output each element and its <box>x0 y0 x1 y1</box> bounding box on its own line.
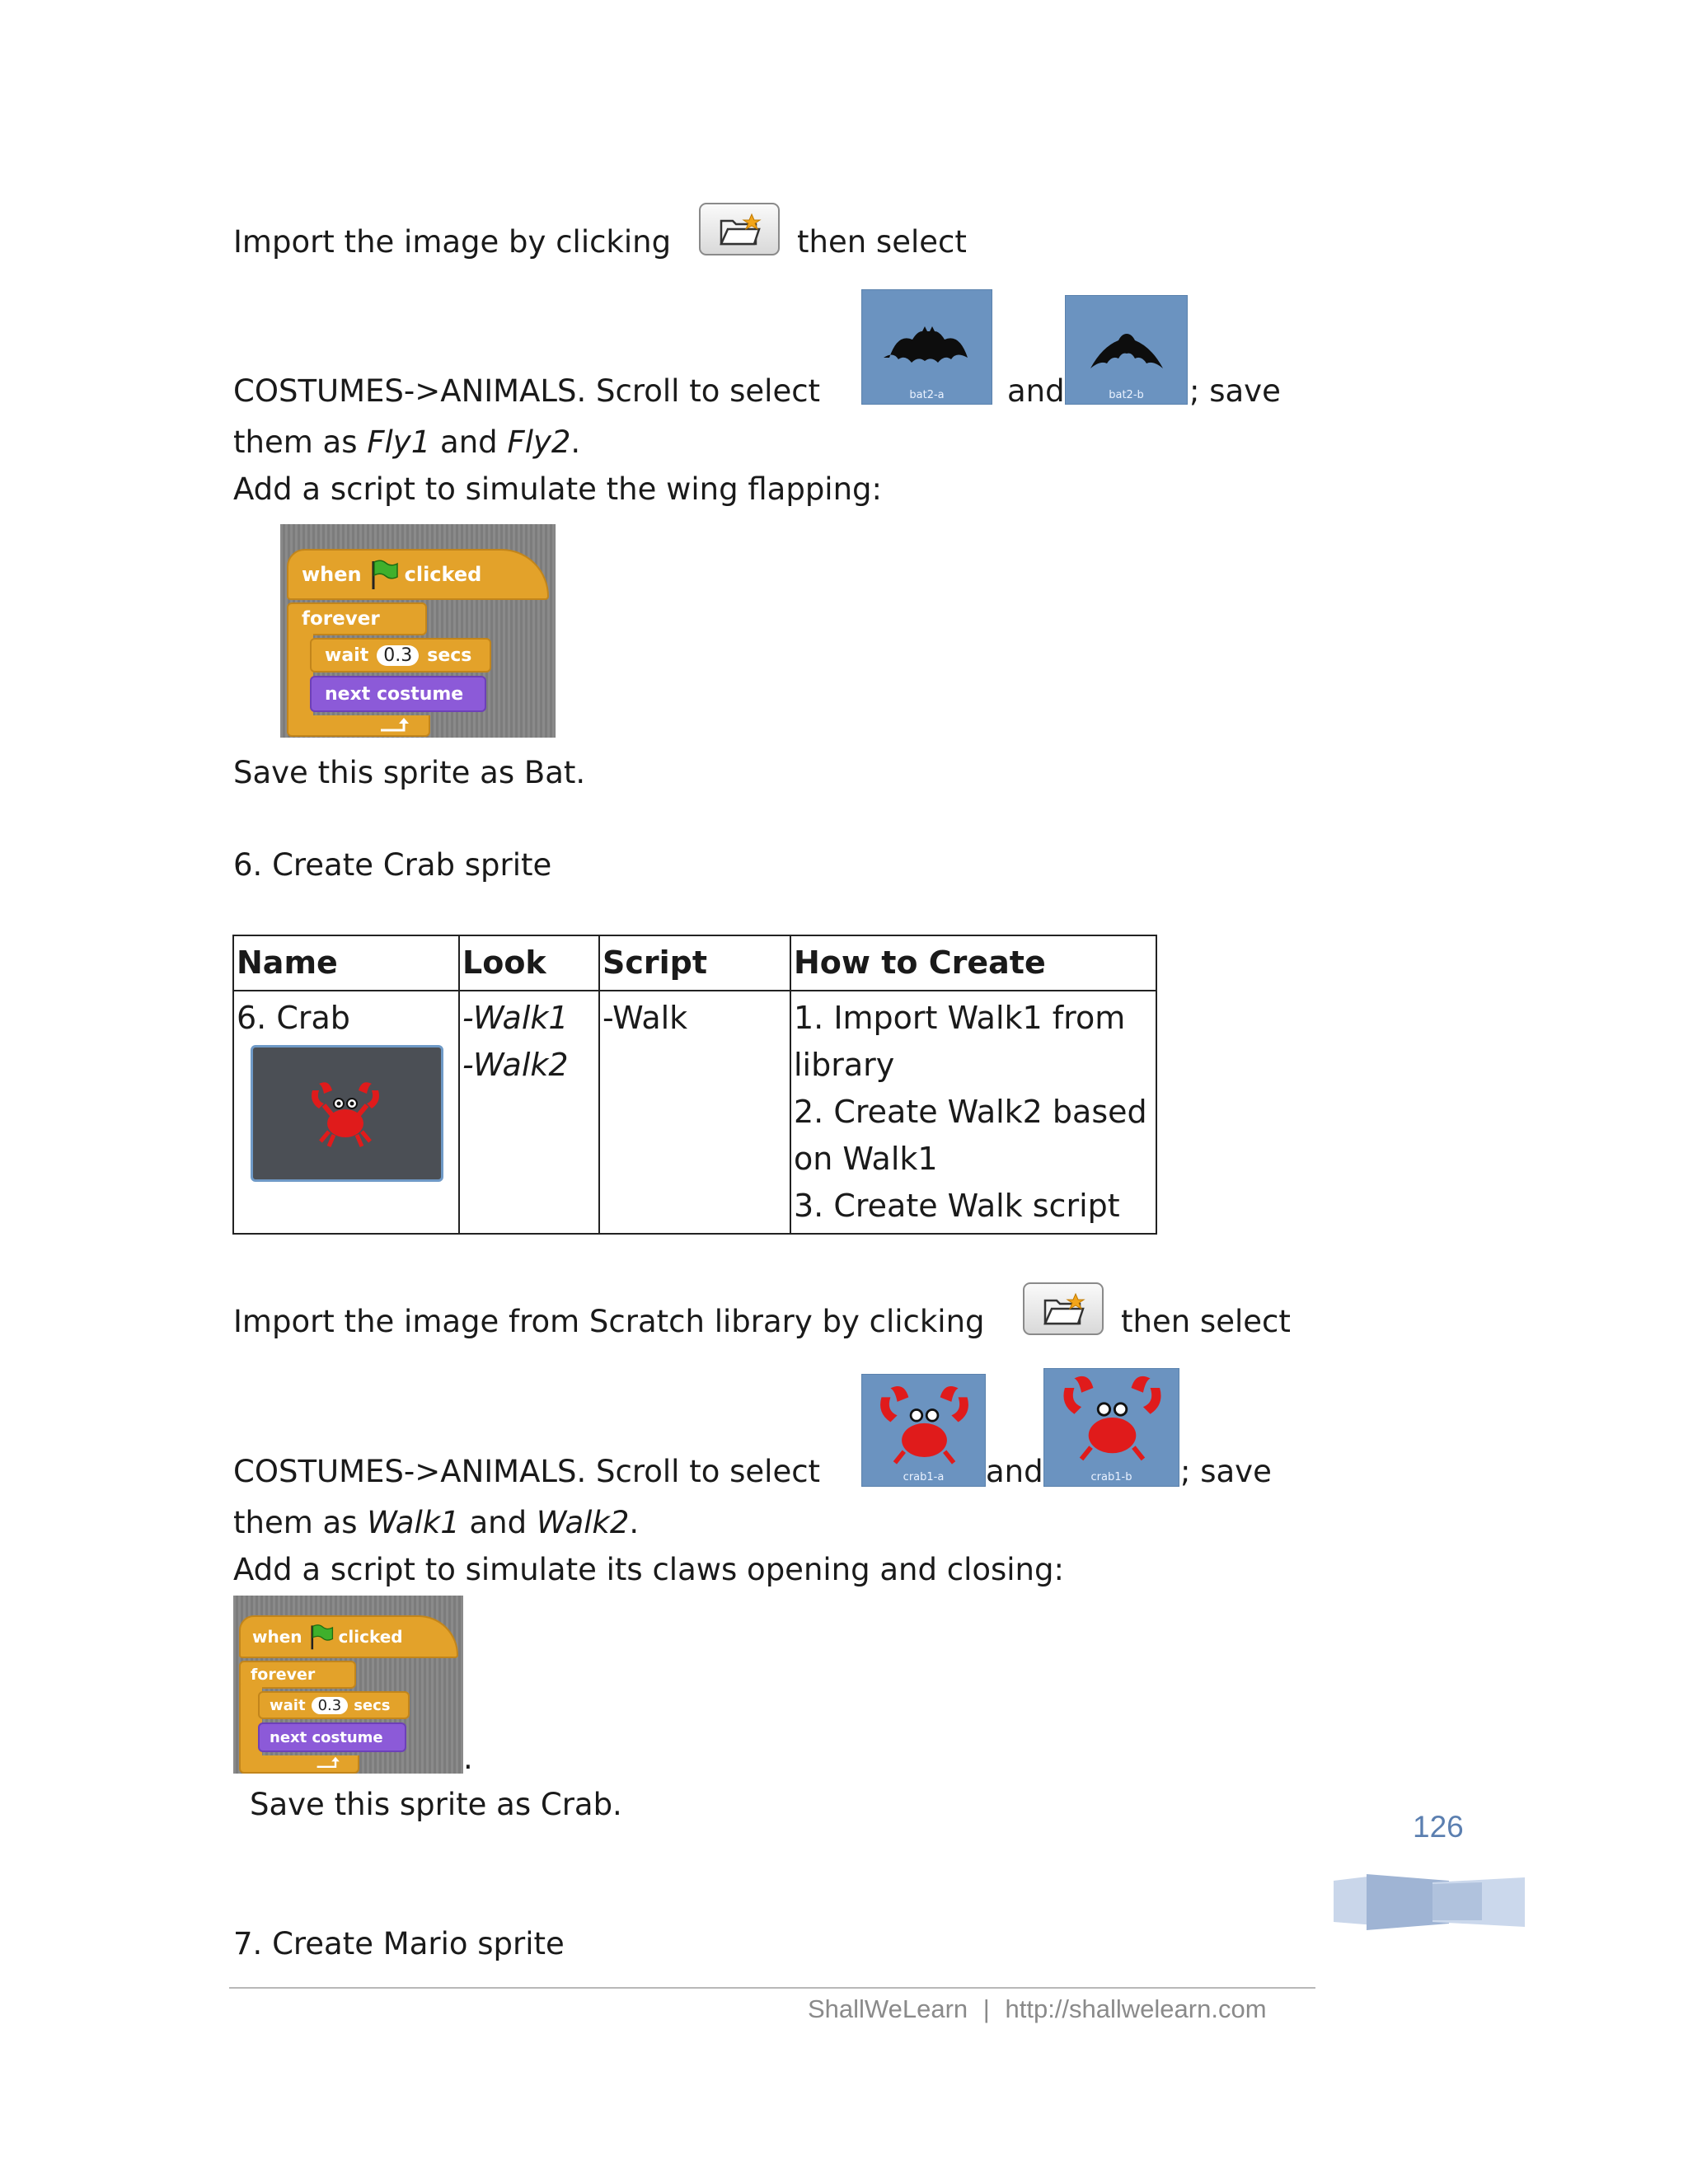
crab-icon <box>1044 1369 1180 1488</box>
page-corner-decoration <box>1334 1872 1525 1932</box>
secs-label: secs <box>354 1696 391 1714</box>
loop-arrow-icon <box>315 1756 343 1769</box>
next-costume-block <box>310 676 486 712</box>
wait-block <box>258 1691 410 1719</box>
folder-icon <box>719 213 762 247</box>
header-look: Look <box>459 935 599 991</box>
bat-add-script-text: Add a script to simulate the wing flapping: <box>233 471 882 507</box>
forever-bottom <box>287 715 430 737</box>
footer-url[interactable]: http://shallwelearn.com <box>1005 1994 1267 2023</box>
footer-divider <box>229 1987 1315 1989</box>
how-line-4: on Walk1 <box>794 1141 938 1177</box>
bat-script-screenshot <box>280 524 556 738</box>
crab-sprite-preview <box>251 1045 443 1182</box>
when-flag-clicked-block <box>239 1615 458 1658</box>
costume-name-walk2: Walk2 <box>536 1505 630 1540</box>
cell-name <box>233 991 459 1234</box>
crab1-b-caption: crab1-b <box>1090 1471 1132 1483</box>
import-folder-button[interactable] <box>699 203 780 255</box>
wait-block <box>310 638 491 673</box>
when-flag-clicked-block <box>287 549 549 600</box>
table-header-row <box>233 935 1156 991</box>
page-number: 126 <box>1413 1810 1464 1844</box>
costume-name-walk1: Walk1 <box>367 1505 460 1540</box>
wait-label: wait <box>270 1696 306 1714</box>
cell-script: -Walk <box>599 991 790 1234</box>
bat2-a-caption: bat2-a <box>909 389 945 401</box>
period: . <box>570 424 581 460</box>
forever-label: forever <box>251 1666 316 1684</box>
bat-costumes-path: COSTUMES->ANIMALS. Scroll to select <box>233 373 821 409</box>
bat2-b-caption: bat2-b <box>1109 389 1144 401</box>
wait-value: 0.3 <box>312 1697 349 1714</box>
clicked-label: clicked <box>338 1627 403 1647</box>
bat-save-sprite-text: Save this sprite as Bat. <box>233 755 586 790</box>
cell-how-to-create <box>790 991 1156 1234</box>
cell-look <box>459 991 599 1234</box>
wait-label: wait <box>325 644 369 666</box>
footer-brand: ShallWeLearn <box>808 1994 968 2023</box>
clicked-label: clicked <box>404 563 482 586</box>
crab-icon <box>304 1072 387 1155</box>
header-name: Name <box>233 935 459 991</box>
bat-then-select: then select <box>797 224 967 260</box>
crab-then-select: then select <box>1121 1304 1291 1339</box>
period: . <box>629 1505 640 1540</box>
crab-save-names-line <box>233 1505 639 1541</box>
green-flag-icon <box>367 558 400 591</box>
loop-arrow-icon <box>379 717 412 733</box>
bat-save-names-line <box>233 424 580 461</box>
and-text: and <box>440 424 498 460</box>
sprite-table <box>232 935 1157 1235</box>
when-label: when <box>302 563 362 586</box>
crab1-b-thumbnail[interactable] <box>1043 1368 1179 1487</box>
import-folder-button-2[interactable] <box>1023 1282 1104 1335</box>
table-row <box>233 991 1156 1234</box>
when-label: when <box>252 1627 302 1647</box>
bat-and-label: and <box>1007 373 1065 409</box>
forever-label: forever <box>302 608 380 630</box>
and-text: and <box>469 1505 528 1540</box>
footer-separator: | <box>982 1994 990 2023</box>
crab-save-suffix: ; save <box>1180 1454 1272 1489</box>
costume-name-fly2: Fly2 <box>507 424 571 460</box>
bat-import-text: Import the image by clicking <box>233 224 672 260</box>
crab-script-screenshot <box>233 1596 463 1774</box>
crab1-a-thumbnail[interactable] <box>861 1374 986 1487</box>
next-costume-label: next costume <box>325 683 464 705</box>
costume-name-fly1: Fly1 <box>367 424 431 460</box>
them-as-text: them as <box>233 1505 358 1540</box>
green-flag-icon <box>307 1623 335 1651</box>
bat-save-suffix: ; save <box>1189 373 1281 409</box>
heading-create-mario: 7. Create Mario sprite <box>233 1926 565 1961</box>
folder-icon <box>1043 1292 1085 1327</box>
crab-script-dot: . <box>463 1741 473 1776</box>
how-line-1: 1. Import Walk1 from <box>794 1000 1126 1036</box>
header-how-to-create: How to Create <box>790 935 1156 991</box>
heading-create-crab: 6. Create Crab sprite <box>233 847 552 883</box>
next-costume-label: next costume <box>270 1728 383 1746</box>
them-as-text: them as <box>233 424 358 460</box>
crab1-a-caption: crab1-a <box>903 1471 945 1483</box>
crab-add-script-text: Add a script to simulate its claws opening and closing: <box>233 1552 1064 1587</box>
how-line-3: 2. Create Walk2 based <box>794 1094 1147 1130</box>
look-walk1: -Walk1 <box>462 1000 569 1036</box>
sprite-name: 6. Crab <box>237 1000 350 1036</box>
footer <box>808 1994 1267 2024</box>
how-line-5: 3. Create Walk script <box>794 1188 1120 1224</box>
secs-label: secs <box>427 644 472 666</box>
crab-and-label: and <box>986 1454 1043 1489</box>
forever-bottom <box>239 1755 359 1774</box>
bat2-b-thumbnail[interactable] <box>1065 295 1188 405</box>
forever-block <box>287 602 427 635</box>
look-walk2: -Walk2 <box>462 1047 569 1083</box>
crab-import-text: Import the image from Scratch library by clicking <box>233 1304 985 1339</box>
bat-icon <box>862 290 993 405</box>
how-line-2: library <box>794 1047 895 1083</box>
wait-value: 0.3 <box>377 645 419 666</box>
header-script: Script <box>599 935 790 991</box>
bat2-a-thumbnail[interactable] <box>861 289 992 405</box>
crab-save-sprite-text: Save this sprite as Crab. <box>250 1787 622 1822</box>
crab-costumes-path: COSTUMES->ANIMALS. Scroll to select <box>233 1454 821 1489</box>
next-costume-block <box>258 1722 406 1752</box>
